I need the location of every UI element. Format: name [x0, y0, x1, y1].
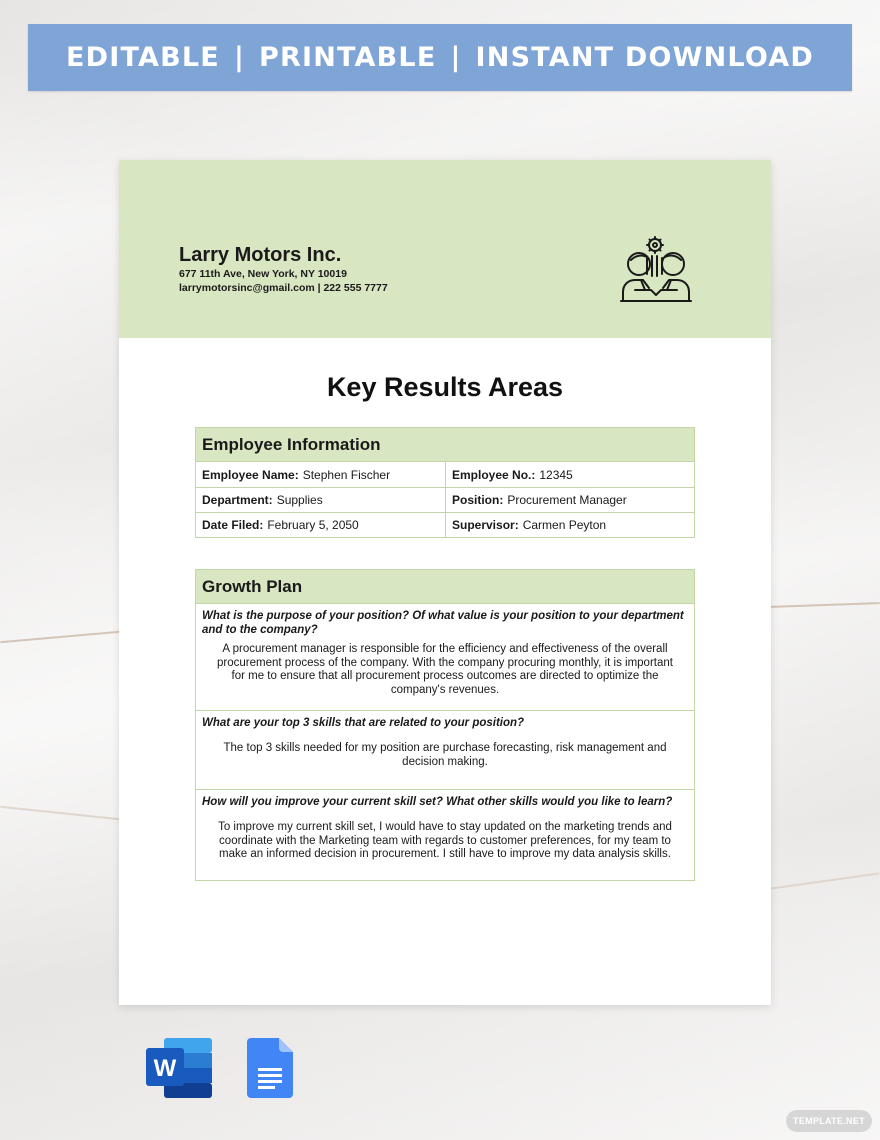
growth-plan-answer: A procurement manager is responsible for the efficiency and effectiveness of the overall procurement process of the company. With the company procuring monthly, it is important for me to ensure that all procurement process outcomes are directed to optimize the company's revenues.	[217, 643, 673, 696]
word-icon-letter: W	[153, 1055, 177, 1082]
employee-name-cell	[196, 462, 445, 487]
growth-plan-answer: To improve my current skill set, I would have to stay updated on the marketing trends and coordinate with the Marketing team with regards to customer preferences, for my team to make an informed decision in procurement. I still have to improve my data analysis skills.	[218, 821, 672, 861]
banner-separator: |	[233, 42, 246, 73]
banner-instant-download: INSTANT DOWNLOAD	[475, 42, 814, 73]
document-header	[119, 160, 771, 338]
growth-plan-question: What are your top 3 skills that are related to your position?	[202, 717, 525, 729]
table-row	[196, 512, 694, 537]
growth-plan-item	[196, 604, 694, 710]
field-label: Employee No.:	[452, 467, 536, 482]
growth-plan-heading: Growth Plan	[196, 570, 694, 604]
teamwork-gears-icon	[619, 234, 693, 308]
field-label: Employee Name:	[202, 467, 299, 482]
marble-vein	[0, 806, 120, 821]
employee-info-heading: Employee Information	[196, 428, 694, 462]
growth-plan-item	[196, 710, 694, 789]
microsoft-word-icon	[146, 1038, 214, 1098]
banner-editable: EDITABLE	[66, 42, 220, 73]
promo-banner	[28, 24, 852, 91]
marble-vein	[770, 872, 879, 889]
field-label: Department:	[202, 493, 273, 507]
template-net-watermark: TEMPLATE.NET	[786, 1110, 872, 1132]
marble-vein	[0, 631, 120, 643]
field-value: Stephen Fischer	[302, 467, 391, 482]
employee-number-cell	[445, 462, 694, 487]
employee-info-table	[196, 462, 694, 537]
table-row	[196, 462, 694, 487]
field-value: February 5, 2050	[267, 518, 359, 532]
field-value: Procurement Manager	[507, 493, 627, 507]
growth-plan-question: What is the purpose of your position? Of what value is your position to your department and to the company?	[202, 610, 684, 636]
position-cell	[445, 488, 694, 512]
date-filed-cell	[196, 513, 445, 537]
growth-plan-section	[195, 569, 695, 881]
field-value: Supplies	[276, 493, 323, 507]
field-label: Position:	[452, 493, 504, 507]
field-label: Date Filed:	[202, 518, 264, 532]
growth-plan-item	[196, 789, 694, 880]
document-page	[119, 160, 771, 1005]
growth-plan-question: How will you improve your current skill set? What other skills would you like to learn?	[202, 796, 673, 808]
company-name: Larry Motors Inc.	[179, 244, 342, 266]
employee-info-section	[195, 427, 695, 538]
department-cell	[196, 488, 445, 512]
banner-separator: |	[450, 42, 462, 73]
supervisor-cell	[445, 513, 694, 537]
company-address: 677 11th Ave, New York, NY 10019	[179, 268, 347, 280]
field-value: 12345	[539, 467, 573, 482]
marble-vein	[770, 602, 880, 608]
field-value: Carmen Peyton	[522, 518, 607, 532]
field-label: Supervisor:	[452, 518, 519, 532]
google-docs-icon	[247, 1038, 293, 1098]
growth-plan-body	[196, 604, 694, 880]
banner-printable: PRINTABLE	[259, 42, 437, 73]
growth-plan-answer: The top 3 skills needed for my position are purchase forecasting, risk management and decision making.	[223, 742, 667, 768]
company-contact: larrymotorsinc@gmail.com | 222 555 7777	[179, 282, 388, 294]
table-row	[196, 487, 694, 512]
document-title: Key Results Areas	[326, 372, 564, 402]
